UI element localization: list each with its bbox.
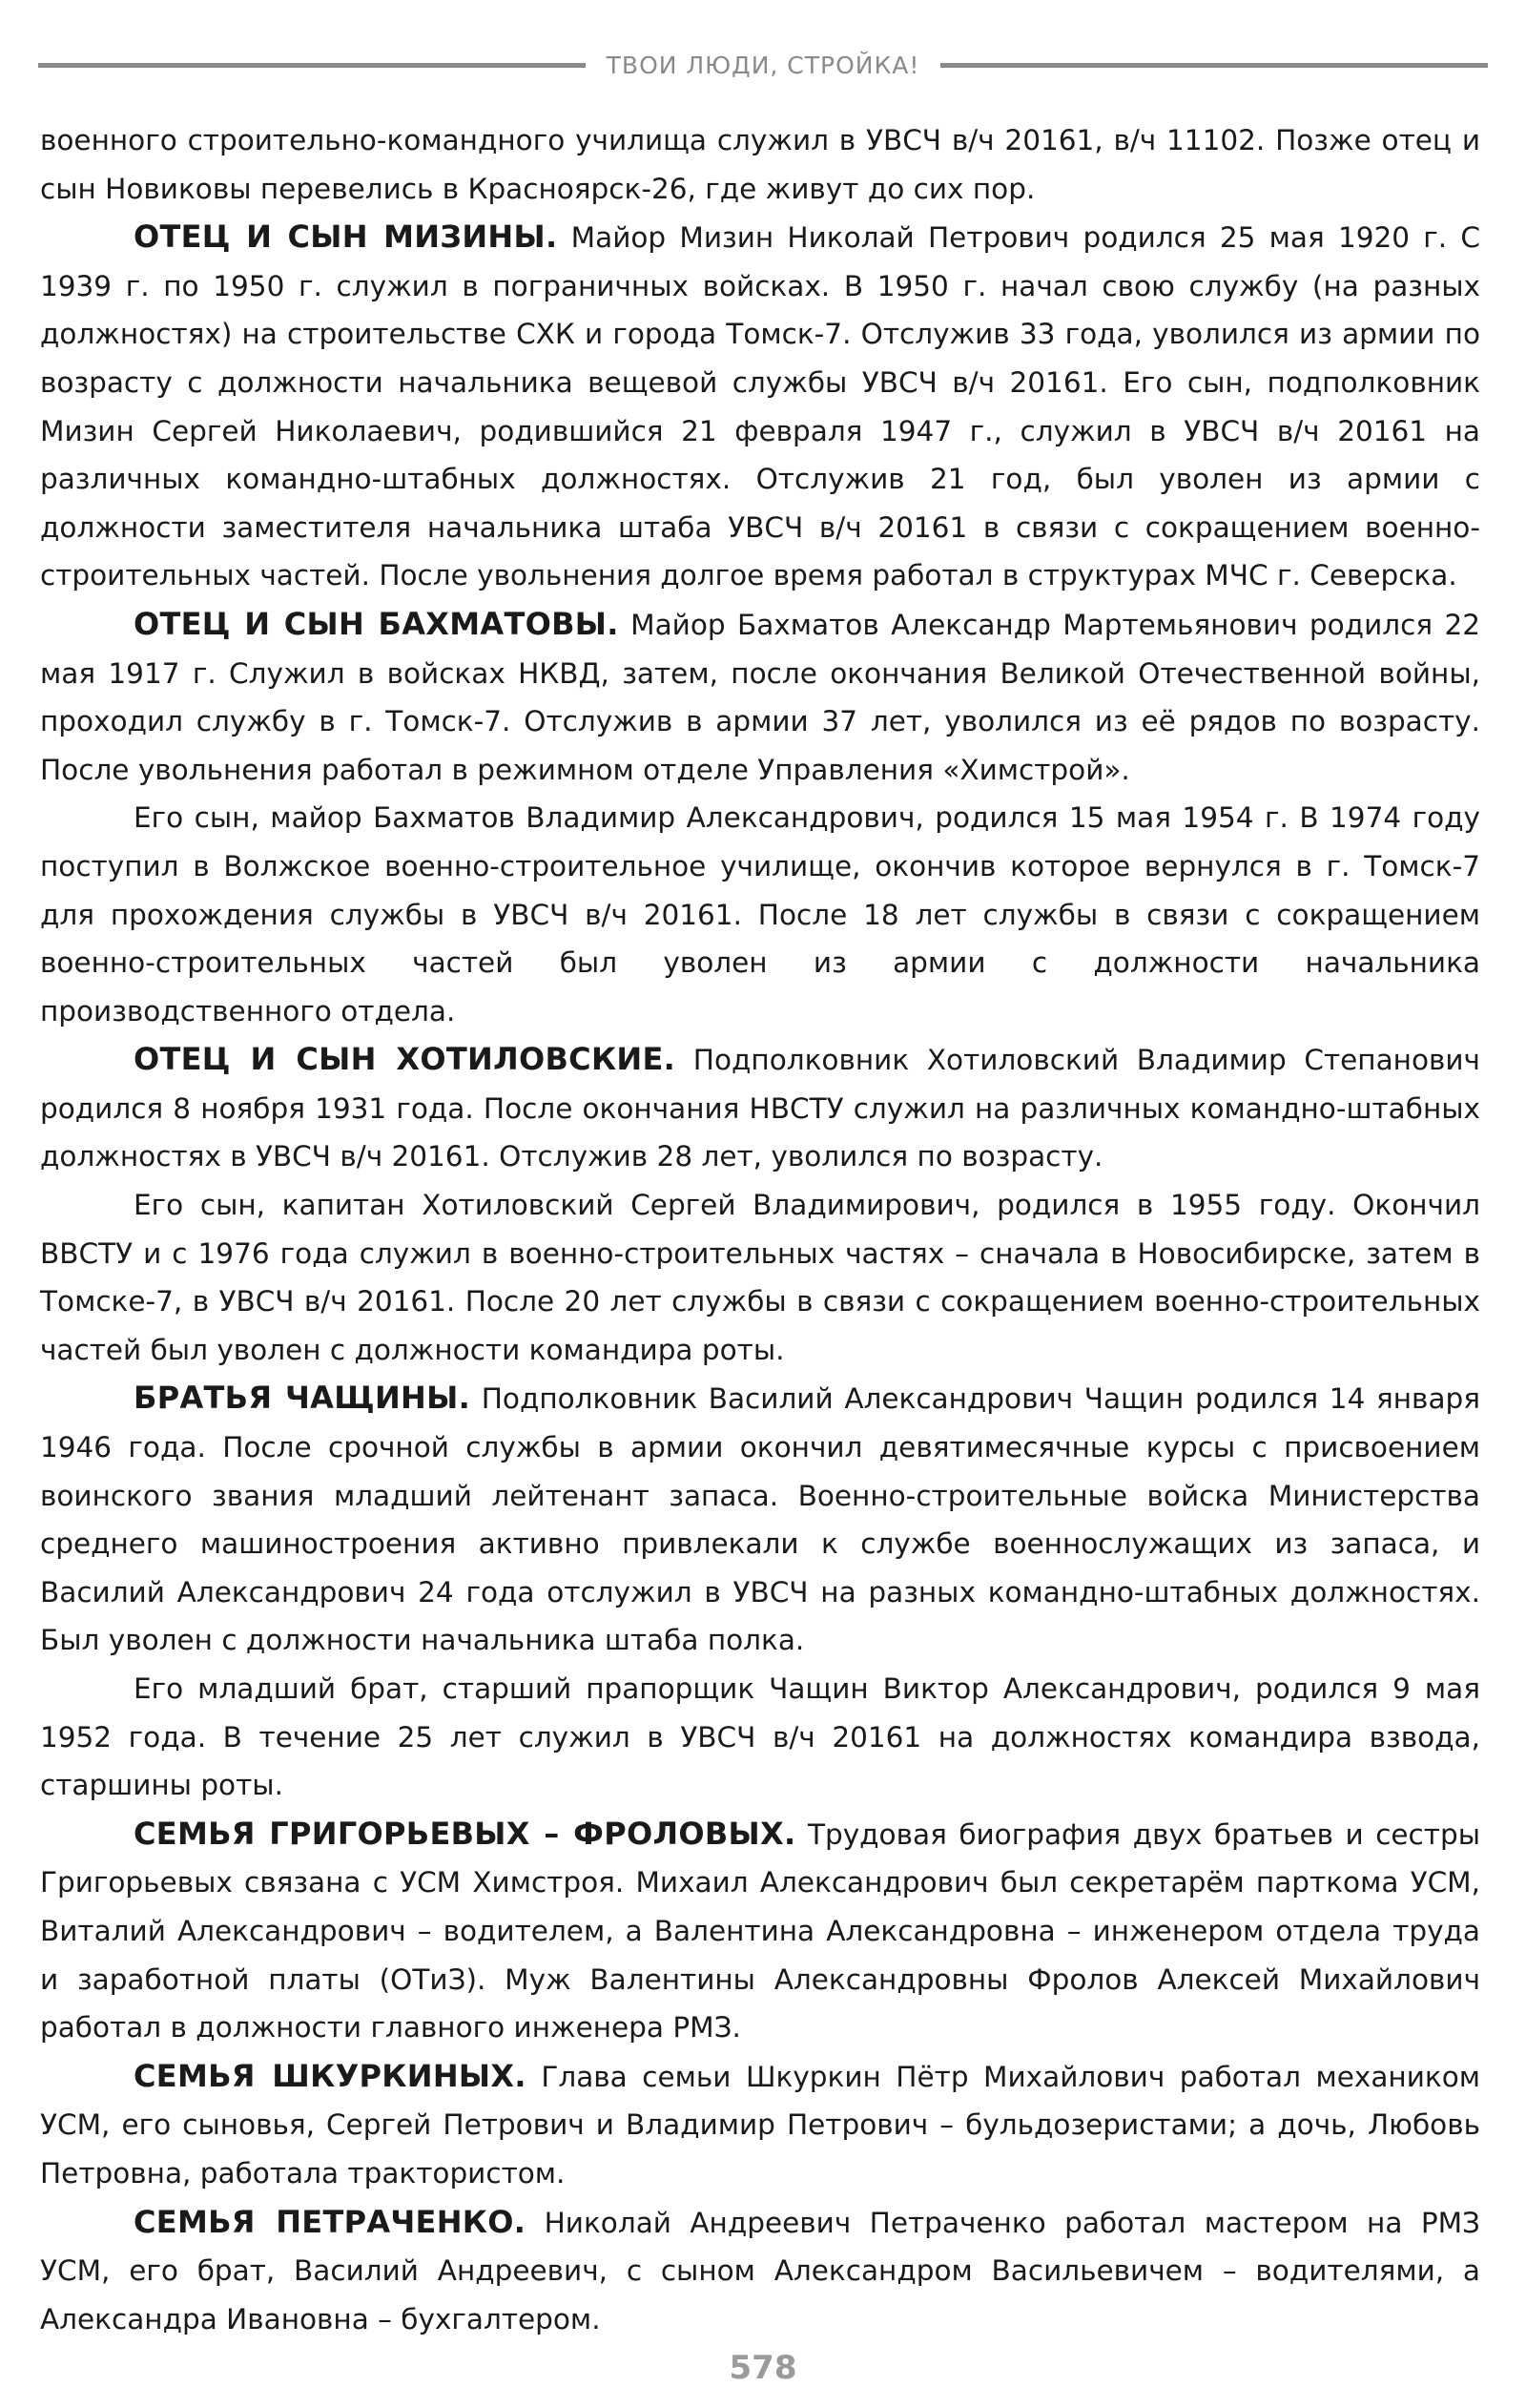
paragraph-bakhmatov — [40, 600, 1480, 794]
page-body — [40, 116, 1480, 2343]
section-heading: СЕМЬЯ ГРИГОРЬЕВЫХ – ФРОЛОВЫХ. — [134, 1815, 796, 1852]
section-heading: СЕМЬЯ ШКУРКИНЫХ. — [134, 2057, 526, 2094]
paragraph-continuation — [40, 116, 1480, 213]
paragraph-text: Подполковник Василий Александрович Чащин родился 14 января 1946 года. После срочной службы в армии окончил девятимесячные курсы с присвоением воинского звания младший лейтенант запаса. Военно-строительные войска Министерства среднего машиностроения активно привлекали к службе военнослужащих из запаса, и Василий Александрович 24 года отслужил в УВСЧ на разных командно-штабных должностях. Был уволен с должности начальника штаба полка. — [40, 1382, 1480, 1657]
section-heading: ОТЕЦ И СЫН БАХМАТОВЫ. — [134, 605, 619, 642]
paragraph-text: Майор Мизин Николай Петрович родился 25 мая 1920 г. С 1939 г. по 1950 г. служил в пограничных войсках. В 1950 г. начал свою службу (на разных должностях) на строительстве СХК и города Томск-7. Отслужив 33 года, уволился из армии по возрасту с должности начальника вещевой службы УВСЧ в/ч 20161. Его сын, подполковник Мизин Сергей Николаевич, родившийся 21 февраля 1947 г., служил в УВСЧ в/ч 20161 на различных командно-штабных должностях. Отслужив 21 год, был уволен из армии с должности заместителя начальника штаба УВСЧ в/ч 20161 в связи с сокращением военно-строительных частей. После увольнения долгое время работал в структурах МЧС г. Северска. — [40, 221, 1480, 592]
paragraph-mizin — [40, 213, 1480, 600]
paragraph-chashchin — [40, 1374, 1480, 1665]
paragraph-chashchin-brother — [40, 1665, 1480, 1810]
paragraph-text: Его сын, капитан Хотиловский Сергей Владимирович, родился в 1955 году. Окончил ВВСТУ и с 1976 года служил в военно-строительных частях – сначала в Новосибирске, затем в Томске-7, в УВСЧ в/ч 20161. После 20 лет службы в связи с сокращением военно-строительных частей был уволен с должности командира роты. — [40, 1189, 1480, 1366]
section-heading: ОТЕЦ И СЫН ХОТИЛОВСКИЕ. — [134, 1041, 676, 1078]
paragraph-text: Его сын, майор Бахматов Владимир Александрович, родился 15 мая 1954 г. В 1974 году поступил в Волжское военно-строительное училище, окончив которое вернулся в г. Томск-7 для прохождения службы в УВСЧ в/ч 20161. После 18 лет службы в связи с сокращением военно-строительных частей был уволен из армии с должности начальника производственного отдела. — [40, 801, 1480, 1028]
page-number: 578 — [729, 2349, 797, 2387]
paragraph-text: Глава семьи Шкуркин Пётр Михайлович работал механиком УСМ, его сыновья, Сергей Петрович и Владимир Петрович – бульдозеристами; а дочь, Любовь Петровна, работала трактористом. — [40, 2060, 1480, 2190]
paragraph-text: Николай Андреевич Петраченко работал мастером на РМЗ УСМ, его брат, Василий Андреевич, с сыном Александром Васильевичем – водителями, а Александра Ивановна – бухгалтером. — [40, 2206, 1480, 2335]
header-rule-right — [940, 63, 1488, 68]
paragraph-text: Его младший брат, старший прапорщик Чащин Виктор Александрович, родился 9 мая 1952 года. В течение 25 лет служил в УВСЧ в/ч 20161 на должностях командира взвода, старшины роты. — [40, 1672, 1480, 1802]
paragraph-text: Трудовая биография двух братьев и сестры Григорьевых связана с УСМ Химстроя. Михаил Александрович был секретарём парткома УСМ, Виталий Александрович – водителем, а Валентина Александровна – инженером отдела труда и заработной платы (ОТиЗ). Муж Валентины Александровны Фролов Алексей Михайлович работал в должности главного инженера РМЗ. — [40, 1817, 1480, 2045]
section-heading: ОТЕЦ И СЫН МИЗИНЫ. — [134, 218, 558, 256]
paragraph-khotilovsky-son — [40, 1181, 1480, 1374]
section-heading: БРАТЬЯ ЧАЩИНЫ. — [134, 1380, 471, 1417]
section-heading: СЕМЬЯ ПЕТРАЧЕНКО. — [134, 2203, 526, 2240]
paragraph-grigoriev-frolov — [40, 1810, 1480, 2052]
paragraph-text: Майор Бахматов Александр Мартемьянович родился 22 мая 1917 г. Служил в войсках НКВД, затем, после окончания Великой Отечественной войны, проходил службу в г. Томск-7. Отслужив в армии 37 лет, уволился из её рядов по возрасту. После увольнения работал в режимном отделе Управления «Химстрой». — [40, 608, 1480, 786]
paragraph-bakhmatov-son — [40, 794, 1480, 1035]
header-rule-left — [38, 63, 586, 68]
paragraph-shkurkin — [40, 2052, 1480, 2198]
running-header — [38, 46, 1488, 84]
header-title: ТВОИ ЛЮДИ, СТРОЙКА! — [606, 51, 920, 79]
paragraph-text: военного строительно-командного училища служил в УВСЧ в/ч 20161, в/ч 11102. Позже отец и сын Новиковы перевелись в Красноярск-26, где живут до сих пор. — [40, 124, 1480, 205]
paragraph-text: Подполковник Хотиловский Владимир Степанович родился 8 ноября 1931 года. После окончания НВСТУ служил на различных командно-штабных должностях в УВСЧ в/ч 20161. Отслужив 28 лет, уволился по возрасту. — [40, 1044, 1480, 1173]
paragraph-petrachenko — [40, 2198, 1480, 2344]
paragraph-khotilovsky — [40, 1035, 1480, 1181]
